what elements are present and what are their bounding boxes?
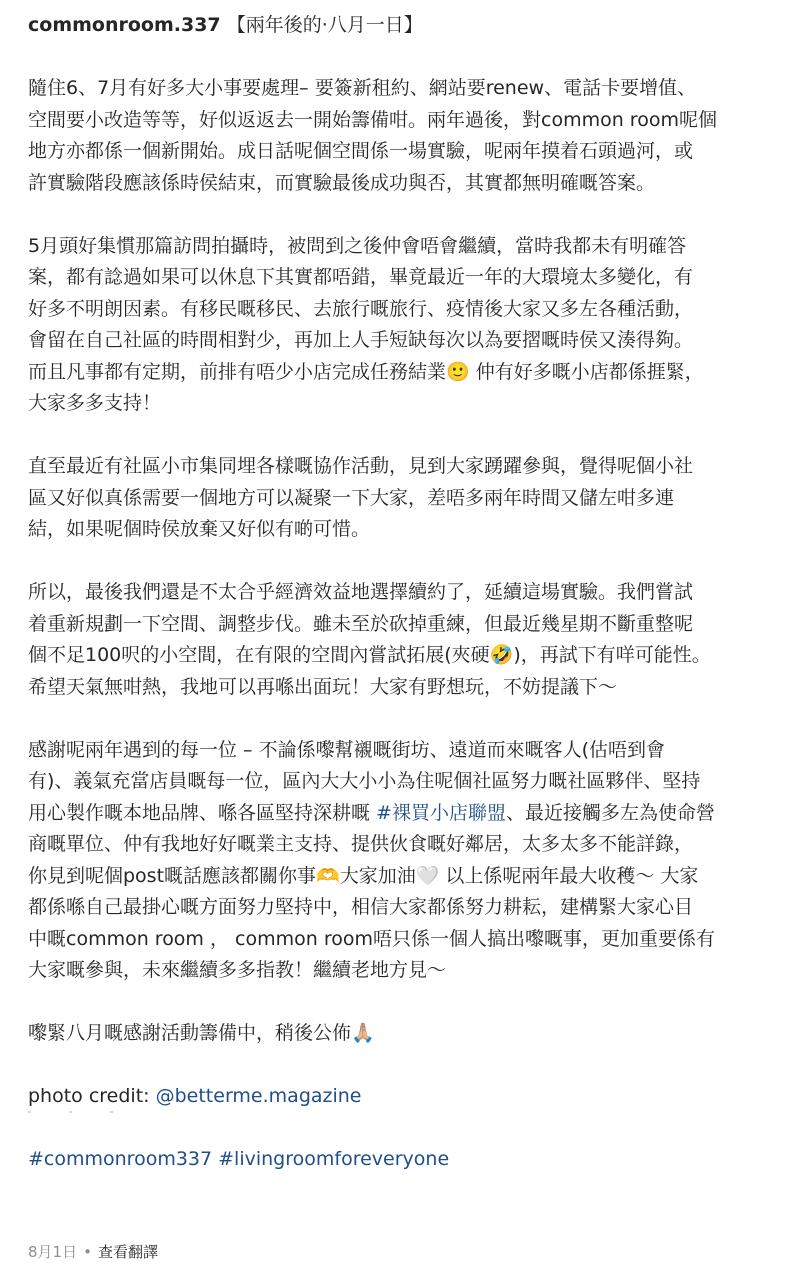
post-footer [28,1240,158,1264]
caption-paragraph-1 [28,73,788,199]
caption-line: 區又好似真係需要一個地方可以凝聚一下大家，差唔多兩年時間又儲左咁多連 [28,486,675,509]
caption-paragraph-2 [28,231,788,420]
caption-line: 好多不明朗因素。有移民嘅移民、去旅行嘅旅行、疫情後大家又多左各種活動， [28,297,694,320]
caption-line: 而且凡事都有定期，前排有唔少小店完成任務結業🙂 仲有好多嘅小店都係捱緊， [28,360,704,383]
hashtag-link[interactable]: #commonroom337 [28,1148,213,1170]
caption-line: 都係喺自己最掛心嘅方面努力堅持中，相信大家都係努力耕耘，建構緊大家心目 [28,896,694,918]
caption-line: 大家嘅參與，未來繼續多多指教！繼續老地方見～ [28,959,447,981]
see-translation-button[interactable]: 查看翻譯 [97,1243,158,1261]
mention-link[interactable]: @betterme.magazine [155,1085,362,1107]
caption-line: 地方亦都係一個新開始。成日話呢個空間係一場實驗，呢兩年摸着石頭過河，或 [28,140,694,162]
caption-line: 隨住6、7月有好多大小事要處理– 要簽新租約、網站要renew、電話卡要增值、 [28,77,697,99]
hashtag-link[interactable]: #livingroomforeveryone [218,1148,450,1170]
caption-header [28,10,788,42]
caption-line: 商嘅單位、仲有我地好好嘅業主支持、提供伙食嘅好鄰居，太多太多不能詳錄， [28,833,694,855]
caption-paragraph-4 [28,577,788,703]
caption-line: 結，如果呢個時侯放棄又好似有啲可惜。 [28,518,371,540]
caption-paragraph-3 [28,451,788,546]
footer-separator: • [83,1243,92,1261]
post-username[interactable]: commonroom.337 [28,14,221,36]
hashtag-link[interactable]: #裸買小店聯盟 [376,801,506,824]
hashtags [28,1144,788,1176]
caption-line: 5月頭好集慣那篇訪問拍攝時，被問到之後仲會唔會繼續，當時我都未有明確答 [28,234,687,257]
caption-line-with-hashtag [28,798,788,830]
caption-line: 會留在自己社區的時間相對少，再加上人手短缺每次以為要摺嘅時侯又湊得夠。 [28,329,694,351]
caption-line: 大家多多支持！ [28,392,162,414]
caption-line: 着重新規劃一下空間、調整步伐。雖未至於砍掉重練，但最近幾星期不斷重整呢 [28,612,694,635]
caption-line: 你見到呢個post嘅話應該都關你事🫶大家加油🤍 以上係呢兩年最大收穫～ 大家 [28,864,699,887]
caption-paragraph-5 [28,735,788,987]
faint-artifact [28,1098,158,1108]
caption-line: 有)、義氣充當店員嘅每一位，區內大大小小為住呢個社區努力嘅社區夥伴、堅持 [28,770,701,792]
caption-line: 許實驗階段應該係時侯結束，而實驗最後成功與否，其實都無明確嘅答案。 [28,171,656,194]
post-title: 【兩年後的·八月一日】 [226,14,423,36]
post-caption [28,10,788,1207]
caption-text: 、最近接觸多左為使命營 [505,801,715,824]
post-date: 8月1日 [28,1243,78,1261]
caption-paragraph-6 [28,1018,788,1050]
caption-line: 所以，最後我們還是不太合乎經濟效益地選擇續約了，延續這場實驗。我們嘗試 [28,581,694,603]
caption-line: 嚟緊八月嘅感謝活動籌備中，稍後公佈🙏🏼 [28,1022,375,1044]
caption-line: 個不足100呎的小空間，在有限的空間內嘗試拓展(夾硬🤣)，再試下有咩可能性。 [28,644,711,666]
caption-line: 感謝呢兩年遇到的每一位 – 不論係嚟幫襯嘅街坊、遠道而來嘅客人(估唔到會 [28,738,665,761]
caption-line: 中嘅common room ， common room唔只係一個人搞出嚟嘅事，更加重要係有 [28,927,715,950]
caption-line: 希望天氣無咁熱，我地可以再喺出面玩！大家有野想玩，不妨提議下～ [28,675,618,698]
caption-line: 案，都有諗過如果可以休息下其實都唔錯，畢竟最近一年的大環境太多變化，有 [28,266,694,288]
caption-line: 直至最近有社區小市集同埋各樣嘅協作活動，見到大家踴躍參與，覺得呢個小社 [28,455,694,477]
photo-credit-label: photo credit: [28,1085,156,1107]
caption-text: 用心製作嘅本地品牌、喺各區堅持深耕嘅 [28,801,377,824]
caption-line: 空間要小改造等等，好似返返去一開始籌備咁。兩年過後，對common room呢個 [28,108,717,131]
